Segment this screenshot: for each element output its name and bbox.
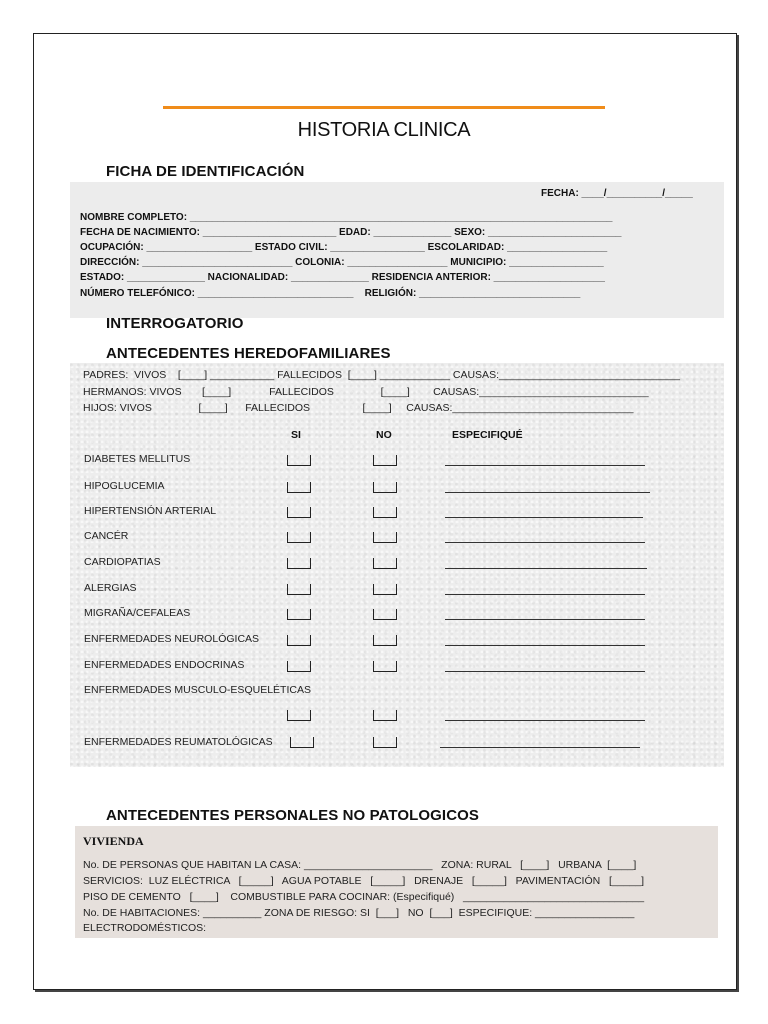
hermanos-line[interactable]: HERMANOS: VIVOS [____] FALLECIDOS [____] CAUSAS:_____________________________ [83, 386, 649, 398]
no-checkbox[interactable] [373, 507, 397, 518]
si-checkbox[interactable] [287, 482, 311, 493]
electrodomesticos-line[interactable]: ELECTRODOMÉSTICOS: [83, 922, 207, 934]
specify-line[interactable] [445, 720, 645, 721]
section-interrogatorio: INTERROGATORIO [106, 315, 244, 332]
no-checkbox[interactable] [373, 609, 397, 620]
condition-label: HIPERTENSIÓN ARTERIAL [84, 505, 217, 517]
si-checkbox[interactable] [287, 609, 311, 620]
condition-label: MIGRAÑA/CEFALEAS [84, 607, 191, 619]
condition-label: ENFERMEDADES MUSCULO-ESQUELÉTICAS [84, 684, 311, 696]
si-checkbox[interactable] [287, 455, 311, 466]
heredofamiliares-panel [70, 363, 724, 767]
no-checkbox[interactable] [373, 455, 397, 466]
section-ficha-identificacion: FICHA DE IDENTIFICACIÓN [106, 163, 305, 180]
condition-label: CANCÉR [84, 530, 129, 542]
si-checkbox[interactable] [287, 532, 311, 543]
column-especifique: ESPECIFIQUÉ [452, 429, 523, 441]
vivienda-title: VIVIENDA [83, 834, 144, 848]
condition-label: CARDIOPATIAS [84, 556, 161, 568]
ocupacion-field[interactable]: OCUPACIÓN: ___________________ ESTADO CIVIL: _________________ ESCOLARIDAD: __________________ [80, 242, 608, 253]
fecha-field[interactable]: FECHA: ____/__________/_____ [541, 188, 693, 199]
specify-line[interactable] [445, 568, 647, 569]
column-si: SI [291, 429, 301, 441]
specify-line[interactable] [445, 594, 645, 595]
no-checkbox[interactable] [373, 710, 397, 721]
no-checkbox[interactable] [373, 635, 397, 646]
specify-line[interactable] [440, 747, 640, 748]
no-checkbox[interactable] [373, 532, 397, 543]
specify-line[interactable] [445, 517, 643, 518]
no-checkbox[interactable] [373, 661, 397, 672]
section-heredofamiliares: ANTECEDENTES HEREDOFAMILIARES [106, 345, 391, 362]
title-rule [163, 106, 605, 109]
habitaciones-line[interactable]: No. DE HABITACIONES: __________ ZONA DE RIESGO: SI [___] NO [___] ESPECIFIQUE: _________________ [83, 907, 635, 919]
specify-line[interactable] [445, 492, 650, 493]
no-checkbox[interactable] [373, 558, 397, 569]
fecha-nacimiento-field[interactable]: FECHA DE NACIMIENTO: ________________________ EDAD: ______________ SEXO: ________________________ [80, 227, 622, 238]
document-title: HISTORIA CLINICA [297, 119, 471, 141]
specify-line[interactable] [445, 671, 645, 672]
column-no: NO [376, 429, 392, 441]
specify-line[interactable] [445, 619, 645, 620]
specify-line[interactable] [445, 465, 645, 466]
si-checkbox[interactable] [287, 558, 311, 569]
si-checkbox[interactable] [287, 635, 311, 646]
personas-line[interactable]: No. DE PERSONAS QUE HABITAN LA CASA: ______________________ ZONA: RURAL [____] URBANA [____] [83, 859, 637, 871]
condition-label: ALERGIAS [84, 582, 137, 594]
condition-label: ENFERMEDADES REUMATOLÓGICAS [84, 736, 273, 748]
si-checkbox[interactable] [290, 737, 314, 748]
si-checkbox[interactable] [287, 661, 311, 672]
telefono-field[interactable]: NÚMERO TELEFÓNICO: ____________________________ RELIGIÓN: _____________________________ [80, 288, 581, 299]
hijos-line[interactable]: HIJOS: VIVOS [____] FALLECIDOS [____] CAUSAS:_______________________________ [83, 402, 634, 414]
direccion-field[interactable]: DIRECCIÓN: ___________________________ COLONIA: __________________ MUNICIPIO: _________________ [80, 257, 604, 268]
specify-line[interactable] [445, 542, 645, 543]
condition-label: ENFERMEDADES NEUROLÓGICAS [84, 633, 260, 645]
condition-label: HIPOGLUCEMIA [84, 480, 165, 492]
piso-line[interactable]: PISO DE CEMENTO [____] COMBUSTIBLE PARA COCINAR: (Especifiqué) _______________________________ [83, 891, 645, 903]
no-checkbox[interactable] [373, 584, 397, 595]
no-checkbox[interactable] [373, 482, 397, 493]
si-checkbox[interactable] [287, 584, 311, 595]
specify-line[interactable] [445, 645, 645, 646]
condition-label: ENFERMEDADES ENDOCRINAS [84, 659, 245, 671]
si-checkbox[interactable] [287, 710, 311, 721]
condition-label: DIABETES MELLITUS [84, 453, 191, 465]
section-no-patologicos: ANTECEDENTES PERSONALES NO PATOLOGICOS [106, 807, 480, 824]
nombre-completo-field[interactable]: NOMBRE COMPLETO: ____________________________________________________________________________ [80, 212, 613, 223]
si-checkbox[interactable] [287, 507, 311, 518]
padres-line[interactable]: PADRES: VIVOS [____] ___________ FALLECIDOS [____] ____________ CAUSAS:_______________________________ [83, 369, 681, 381]
no-checkbox[interactable] [373, 737, 397, 748]
servicios-line[interactable]: SERVICIOS: LUZ ELÉCTRICA [_____] AGUA POTABLE [_____] DRENAJE [_____] PAVIMENTACIÓN [_____] [83, 875, 645, 887]
estado-field[interactable]: ESTADO: ______________ NACIONALIDAD: ______________ RESIDENCIA ANTERIOR: ____________________ [80, 272, 605, 283]
